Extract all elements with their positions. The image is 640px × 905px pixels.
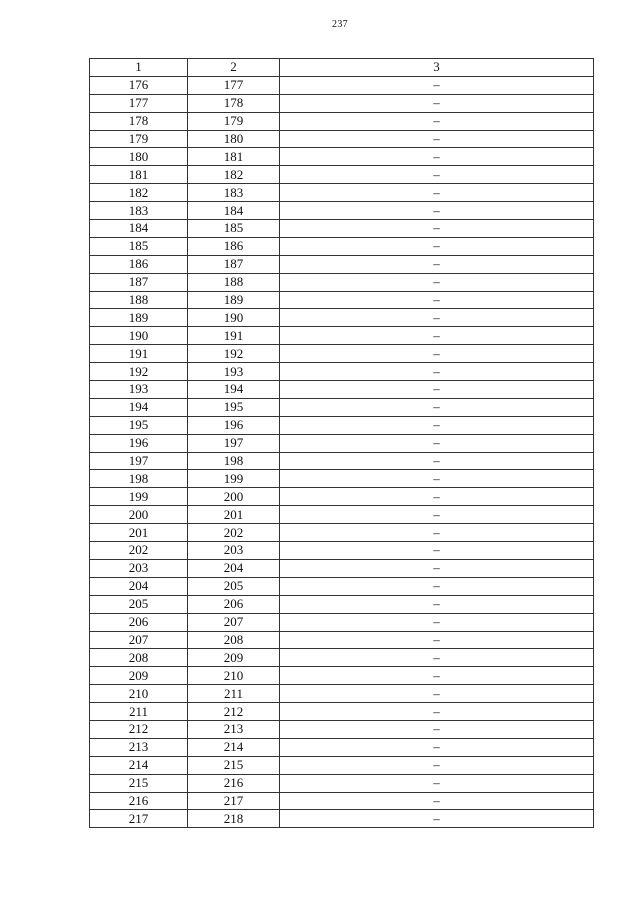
table-row bbox=[90, 613, 594, 631]
table-cell-col-3: – bbox=[280, 416, 594, 434]
table-cell-col-2: 195 bbox=[188, 398, 280, 416]
table-cell-col-3: – bbox=[280, 237, 594, 255]
table-cell-col-1: 193 bbox=[90, 381, 188, 399]
table-cell-col-2: 202 bbox=[188, 524, 280, 542]
table-body bbox=[90, 76, 594, 827]
table-cell-col-3: – bbox=[280, 327, 594, 345]
table-row bbox=[90, 416, 594, 434]
table-cell-col-1: 185 bbox=[90, 237, 188, 255]
table-cell-col-3: – bbox=[280, 76, 594, 94]
table-row bbox=[90, 76, 594, 94]
table-cell-col-2: 196 bbox=[188, 416, 280, 434]
table-cell-col-2: 193 bbox=[188, 363, 280, 381]
table-cell-col-2: 211 bbox=[188, 685, 280, 703]
table-cell-col-3: – bbox=[280, 631, 594, 649]
table-row bbox=[90, 756, 594, 774]
table-cell-col-2: 198 bbox=[188, 452, 280, 470]
table-cell-col-3: – bbox=[280, 112, 594, 130]
table-row bbox=[90, 792, 594, 810]
column-header-3: 3 bbox=[280, 59, 594, 77]
table-row bbox=[90, 738, 594, 756]
table-cell-col-2: 185 bbox=[188, 220, 280, 238]
table-cell-col-1: 182 bbox=[90, 184, 188, 202]
table-cell-col-2: 177 bbox=[188, 76, 280, 94]
column-header-1: 1 bbox=[90, 59, 188, 77]
table-row bbox=[90, 291, 594, 309]
page-number: 237 bbox=[332, 19, 348, 30]
table-cell-col-3: – bbox=[280, 506, 594, 524]
table-cell-col-1: 195 bbox=[90, 416, 188, 434]
table-cell-col-2: 216 bbox=[188, 774, 280, 792]
table-cell-col-3: – bbox=[280, 94, 594, 112]
table-cell-col-1: 216 bbox=[90, 792, 188, 810]
table-cell-col-1: 204 bbox=[90, 577, 188, 595]
table-cell-col-3: – bbox=[280, 738, 594, 756]
table-cell-col-3: – bbox=[280, 488, 594, 506]
table-cell-col-2: 204 bbox=[188, 559, 280, 577]
table-cell-col-1: 201 bbox=[90, 524, 188, 542]
table-row bbox=[90, 327, 594, 345]
table-cell-col-3: – bbox=[280, 291, 594, 309]
table-row bbox=[90, 703, 594, 721]
table-row bbox=[90, 434, 594, 452]
table-cell-col-3: – bbox=[280, 255, 594, 273]
table-cell-col-3: – bbox=[280, 309, 594, 327]
table-row bbox=[90, 220, 594, 238]
table-cell-col-2: 190 bbox=[188, 309, 280, 327]
table-cell-col-3: – bbox=[280, 542, 594, 560]
table-cell-col-3: – bbox=[280, 398, 594, 416]
table-cell-col-1: 215 bbox=[90, 774, 188, 792]
table-cell-col-1: 176 bbox=[90, 76, 188, 94]
table-cell-col-3: – bbox=[280, 810, 594, 828]
table-cell-col-2: 197 bbox=[188, 434, 280, 452]
table-cell-col-3: – bbox=[280, 202, 594, 220]
table-row bbox=[90, 720, 594, 738]
table-row bbox=[90, 184, 594, 202]
table-row bbox=[90, 381, 594, 399]
table-cell-col-2: 214 bbox=[188, 738, 280, 756]
table-cell-col-2: 212 bbox=[188, 703, 280, 721]
table-cell-col-2: 182 bbox=[188, 166, 280, 184]
table-cell-col-3: – bbox=[280, 363, 594, 381]
table-row bbox=[90, 398, 594, 416]
table-cell-col-3: – bbox=[280, 452, 594, 470]
table-cell-col-2: 181 bbox=[188, 148, 280, 166]
table-cell-col-1: 210 bbox=[90, 685, 188, 703]
table-cell-col-2: 179 bbox=[188, 112, 280, 130]
table-row bbox=[90, 237, 594, 255]
table-cell-col-1: 203 bbox=[90, 559, 188, 577]
table-row bbox=[90, 273, 594, 291]
table-cell-col-1: 187 bbox=[90, 273, 188, 291]
table-row bbox=[90, 148, 594, 166]
table-cell-col-3: – bbox=[280, 345, 594, 363]
table-row bbox=[90, 559, 594, 577]
table-cell-col-3: – bbox=[280, 130, 594, 148]
table-cell-col-3: – bbox=[280, 595, 594, 613]
table-cell-col-3: – bbox=[280, 470, 594, 488]
table-cell-col-1: 190 bbox=[90, 327, 188, 345]
table-cell-col-1: 217 bbox=[90, 810, 188, 828]
table-row bbox=[90, 345, 594, 363]
table-cell-col-3: – bbox=[280, 613, 594, 631]
table-cell-col-2: 201 bbox=[188, 506, 280, 524]
table-cell-col-2: 209 bbox=[188, 649, 280, 667]
table-cell-col-3: – bbox=[280, 792, 594, 810]
table-row bbox=[90, 470, 594, 488]
table-row bbox=[90, 112, 594, 130]
table-cell-col-1: 191 bbox=[90, 345, 188, 363]
table-cell-col-1: 205 bbox=[90, 595, 188, 613]
table-cell-col-1: 207 bbox=[90, 631, 188, 649]
table-row bbox=[90, 631, 594, 649]
table-row bbox=[90, 774, 594, 792]
table-cell-col-3: – bbox=[280, 667, 594, 685]
table-row bbox=[90, 577, 594, 595]
table-cell-col-1: 198 bbox=[90, 470, 188, 488]
table-cell-col-3: – bbox=[280, 720, 594, 738]
table-cell-col-2: 208 bbox=[188, 631, 280, 649]
table-cell-col-2: 187 bbox=[188, 255, 280, 273]
table-cell-col-1: 179 bbox=[90, 130, 188, 148]
table-row bbox=[90, 488, 594, 506]
table-cell-col-1: 192 bbox=[90, 363, 188, 381]
table-cell-col-2: 189 bbox=[188, 291, 280, 309]
column-header-2: 2 bbox=[188, 59, 280, 77]
table-row bbox=[90, 166, 594, 184]
table-row bbox=[90, 595, 594, 613]
table-row bbox=[90, 524, 594, 542]
table-cell-col-1: 181 bbox=[90, 166, 188, 184]
table-cell-col-1: 200 bbox=[90, 506, 188, 524]
table-cell-col-3: – bbox=[280, 381, 594, 399]
table-cell-col-1: 194 bbox=[90, 398, 188, 416]
table-cell-col-2: 199 bbox=[188, 470, 280, 488]
data-table bbox=[89, 58, 594, 828]
table-cell-col-1: 208 bbox=[90, 649, 188, 667]
table-row bbox=[90, 452, 594, 470]
table-cell-col-2: 217 bbox=[188, 792, 280, 810]
table-cell-col-1: 184 bbox=[90, 220, 188, 238]
table-cell-col-2: 183 bbox=[188, 184, 280, 202]
table-cell-col-2: 218 bbox=[188, 810, 280, 828]
table-cell-col-3: – bbox=[280, 184, 594, 202]
table-cell-col-2: 206 bbox=[188, 595, 280, 613]
table-cell-col-3: – bbox=[280, 703, 594, 721]
table-row bbox=[90, 667, 594, 685]
table-cell-col-1: 180 bbox=[90, 148, 188, 166]
table-row bbox=[90, 649, 594, 667]
table-cell-col-2: 194 bbox=[188, 381, 280, 399]
table-cell-col-3: – bbox=[280, 756, 594, 774]
table-cell-col-2: 178 bbox=[188, 94, 280, 112]
table-cell-col-3: – bbox=[280, 166, 594, 184]
table-row bbox=[90, 202, 594, 220]
table-cell-col-3: – bbox=[280, 524, 594, 542]
table-cell-col-1: 211 bbox=[90, 703, 188, 721]
table-cell-col-2: 207 bbox=[188, 613, 280, 631]
table-cell-col-1: 186 bbox=[90, 255, 188, 273]
table-cell-col-2: 205 bbox=[188, 577, 280, 595]
table-cell-col-1: 189 bbox=[90, 309, 188, 327]
table-row bbox=[90, 506, 594, 524]
table-cell-col-2: 184 bbox=[188, 202, 280, 220]
table-row bbox=[90, 685, 594, 703]
table-cell-col-1: 209 bbox=[90, 667, 188, 685]
table-cell-col-2: 210 bbox=[188, 667, 280, 685]
table-cell-col-3: – bbox=[280, 559, 594, 577]
table-row bbox=[90, 810, 594, 828]
table-cell-col-1: 214 bbox=[90, 756, 188, 774]
table-cell-col-1: 199 bbox=[90, 488, 188, 506]
table-cell-col-3: – bbox=[280, 434, 594, 452]
table-cell-col-1: 202 bbox=[90, 542, 188, 560]
table-row bbox=[90, 255, 594, 273]
table-cell-col-1: 196 bbox=[90, 434, 188, 452]
table-cell-col-3: – bbox=[280, 649, 594, 667]
table-cell-col-2: 186 bbox=[188, 237, 280, 255]
table-row bbox=[90, 94, 594, 112]
table-cell-col-2: 203 bbox=[188, 542, 280, 560]
table-cell-col-1: 206 bbox=[90, 613, 188, 631]
table-cell-col-3: – bbox=[280, 273, 594, 291]
table-cell-col-2: 192 bbox=[188, 345, 280, 363]
table-cell-col-1: 183 bbox=[90, 202, 188, 220]
table-header-row bbox=[90, 59, 594, 77]
table-cell-col-1: 178 bbox=[90, 112, 188, 130]
table-cell-col-1: 197 bbox=[90, 452, 188, 470]
table-cell-col-3: – bbox=[280, 774, 594, 792]
table-cell-col-2: 213 bbox=[188, 720, 280, 738]
table-cell-col-1: 213 bbox=[90, 738, 188, 756]
table-cell-col-1: 177 bbox=[90, 94, 188, 112]
table-cell-col-3: – bbox=[280, 220, 594, 238]
table-row bbox=[90, 130, 594, 148]
table-cell-col-1: 188 bbox=[90, 291, 188, 309]
table-cell-col-2: 191 bbox=[188, 327, 280, 345]
table-cell-col-3: – bbox=[280, 577, 594, 595]
table-row bbox=[90, 309, 594, 327]
table-cell-col-3: – bbox=[280, 148, 594, 166]
table-cell-col-2: 188 bbox=[188, 273, 280, 291]
table-cell-col-1: 212 bbox=[90, 720, 188, 738]
table-cell-col-2: 180 bbox=[188, 130, 280, 148]
table-cell-col-3: – bbox=[280, 685, 594, 703]
table-cell-col-2: 200 bbox=[188, 488, 280, 506]
table-row bbox=[90, 363, 594, 381]
table-cell-col-2: 215 bbox=[188, 756, 280, 774]
table-row bbox=[90, 542, 594, 560]
